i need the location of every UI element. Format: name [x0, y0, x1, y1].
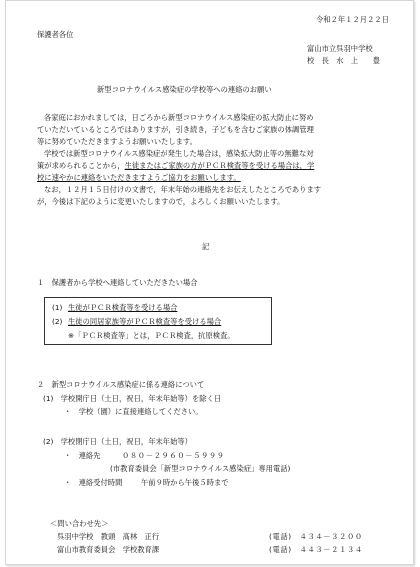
paragraph-line: 各家庭におかれましては，日ごろから新型コロナウイルス感染症の拡大防止に努め — [44, 113, 314, 122]
principal-name: 校 長 水 上 豊 — [307, 56, 380, 65]
inquiry-phone-1: (電話) ４３４－３２００ — [269, 532, 363, 541]
underlined-request: 生徒またはご家族の方がＰＣＲ検査等を受ける場合は，学 — [124, 161, 315, 170]
inquiry-org-2: 富山市教育委員会 学校教育課 — [57, 545, 160, 554]
paragraph-line: 学校では新型コロナウイルス感染症が発生した場合は，感染拡大防止等の無難な対 — [44, 149, 314, 158]
contact-phone: ０８０－２９６０－５９９９ — [122, 451, 225, 460]
inquiry-phone-2: (電話) ４４３－２１３４ — [269, 545, 363, 554]
case-1-text: 生徒がＰＣＲ検査等を受ける場合 — [68, 303, 178, 312]
paragraph-line: が，今後は下記のように変更いたしますので，よろしくお願いいたします。 — [37, 197, 285, 206]
section-1-heading: １ 保護者から学校へ連絡していただきたい場合 — [37, 278, 198, 287]
ki-heading: 記 — [202, 242, 210, 251]
inquiry-org-1: 呉羽中学校 教頭 髙林 正行 — [57, 532, 160, 541]
case-1-number: (1) — [52, 303, 63, 312]
addressee: 保護者各位 — [37, 30, 74, 39]
paragraph-text: 策が求められることから， — [37, 161, 125, 170]
section-2-heading: ２ 新型コロナウイルス感染症に係る連絡について — [37, 380, 205, 389]
cases-box — [44, 297, 272, 345]
section-2-sub-1-detail: ・ 学校（園）に直接連絡してください。 — [64, 407, 203, 416]
pcr-note: ※「ＰＣＲ検査等」とは，ＰＣＲ検査，抗原検査。 — [68, 331, 235, 340]
section-2-sub-1: (1) 学校開庁日（土日，祝日，年末年始等）を除く日 — [43, 394, 222, 403]
document-title: 新型コロナウイルス感染症の学校等への連絡のお願い — [97, 85, 272, 94]
paragraph-line: ていただいているところではありますが，引き続き，子どもを含むご家族の体調管理 — [37, 125, 314, 134]
case-2-number: (2) — [52, 317, 63, 326]
contact-phone-note: (市教育委員会「新型コロナウイルス感染症」専用電話) — [110, 464, 291, 473]
paragraph-line: 等に努めていただきますようお願いいたします。 — [37, 137, 197, 146]
document-page — [5, 0, 414, 565]
document-date: 令和２年１２月２２日 — [316, 15, 389, 24]
paragraph-line: なお，１２月１５日付けの文書で，年末年始の連絡先をお伝えしたところであります — [44, 185, 322, 194]
hours-label: ・ 連絡受付時間 — [64, 478, 123, 487]
hours-value: 午前９時から午後５時まで — [141, 478, 229, 487]
school-name: 富山市立呉羽中学校 — [307, 44, 373, 53]
inquiry-heading: ＜問い合わせ先＞ — [50, 519, 109, 528]
case-2-text: 生徒の同居家族等がＰＣＲ検査等を受ける場合 — [68, 317, 222, 326]
paragraph-3 — [37, 184, 321, 208]
contact-label: ・ 連絡先 — [64, 451, 101, 460]
paragraph-2 — [37, 148, 314, 184]
section-2-sub-2: (2) 学校閉庁日（土日，祝日，年末年始等） — [43, 437, 192, 446]
paragraph-line — [37, 160, 314, 172]
paragraph-1 — [37, 112, 314, 148]
underlined-request: 校に速やかに連絡をいただきますようご協力をお願いします。 — [37, 173, 241, 182]
